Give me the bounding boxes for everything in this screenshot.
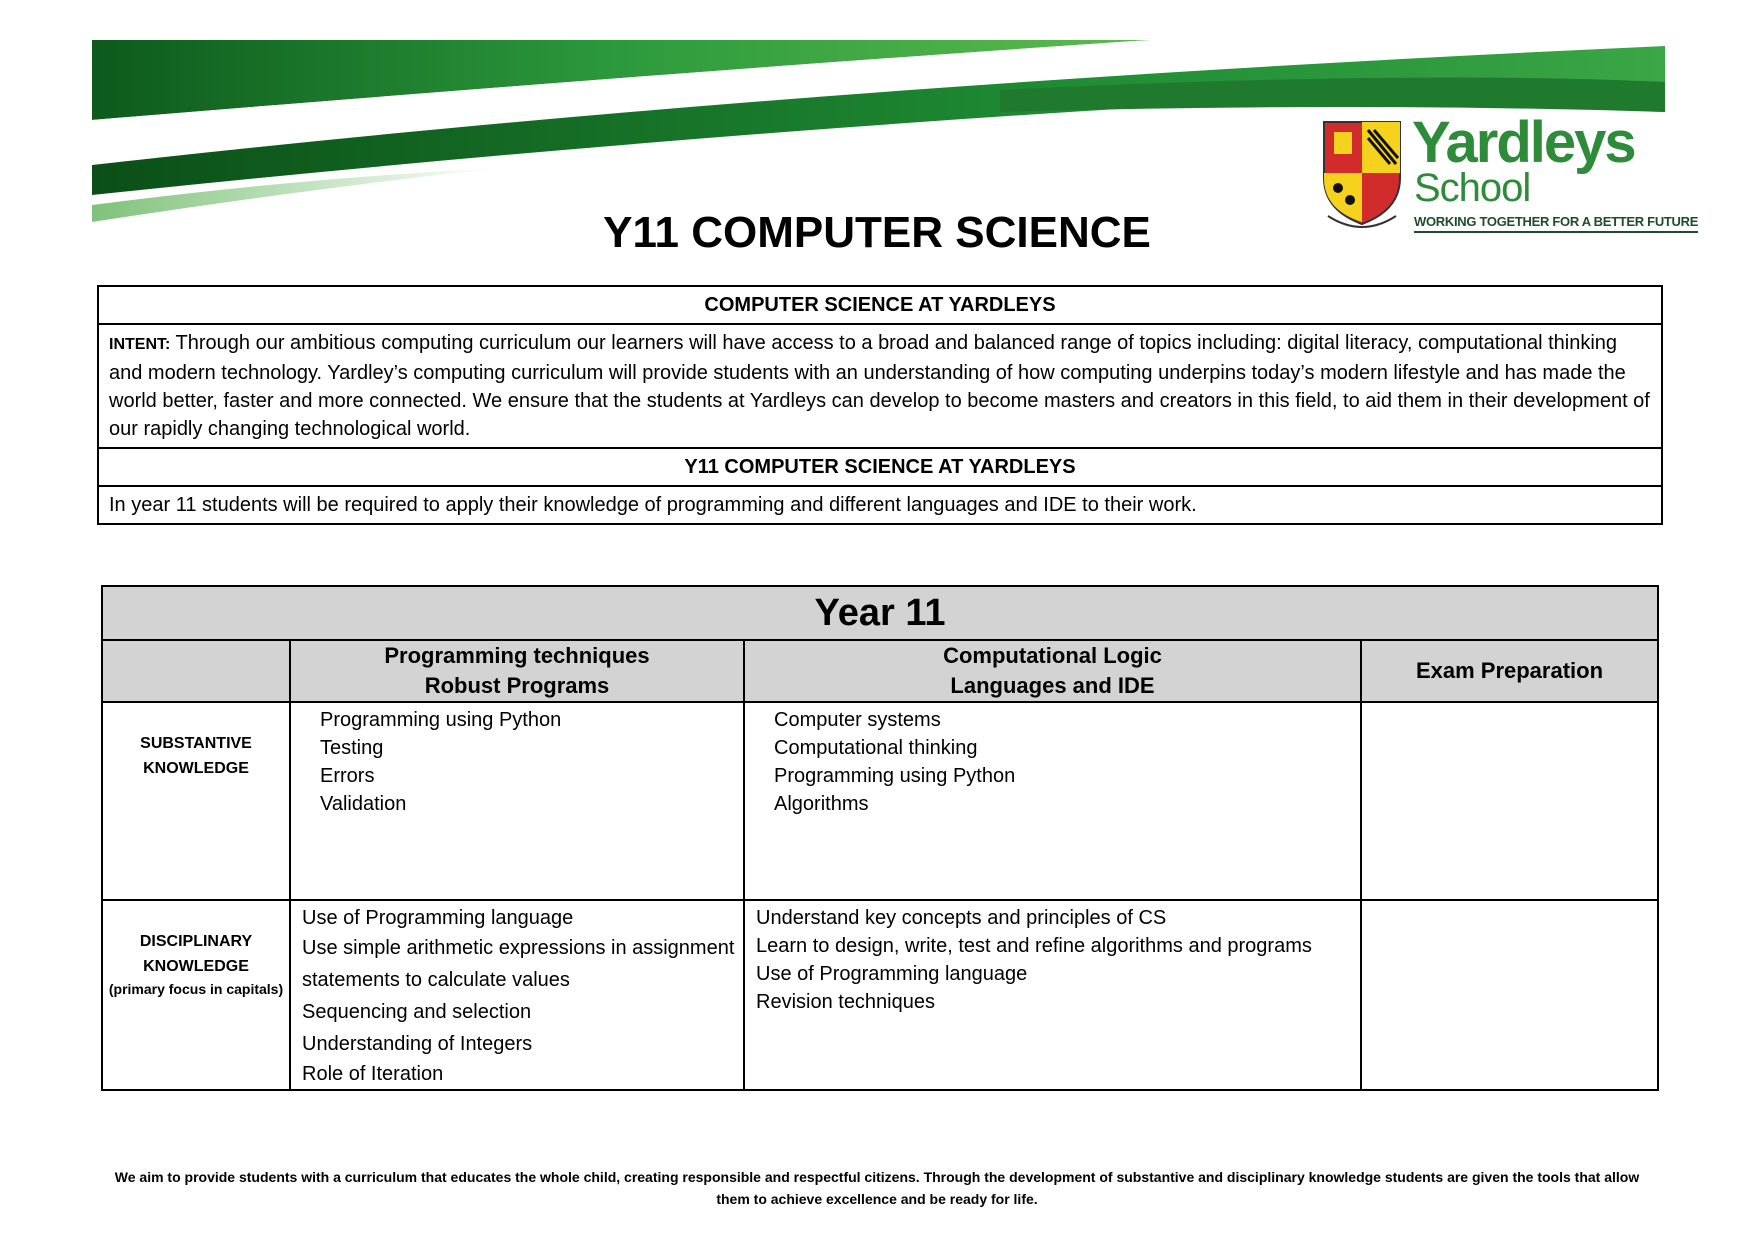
- list-item: Programming using Python: [320, 709, 562, 731]
- intent-cell: [98, 324, 1662, 448]
- column-header-programming: [290, 640, 744, 702]
- list-item: Validation: [320, 793, 407, 815]
- logo-name-line2: School: [1414, 166, 1531, 210]
- section-header-cs: COMPUTER SCIENCE AT YARDLEYS: [98, 286, 1662, 324]
- row-label-line: KNOWLEDGE: [143, 760, 249, 777]
- curriculum-info-table: [97, 285, 1663, 525]
- year-11-table: [101, 585, 1659, 1091]
- list-item: Errors: [320, 765, 375, 787]
- footer-statement: We aim to provide students with a curriculum that educates the whole child, creating responsible and respectful citizens. Through the development of substantive and disciplinary knowledge students are given the tools that allow them to achieve excellence and be ready for life.: [114, 1169, 1640, 1207]
- logo-name-line1: Yardleys: [1412, 110, 1635, 175]
- list-item: Sequencing and selection: [302, 1001, 532, 1023]
- list-item: Programming using Python: [774, 765, 1016, 787]
- list-item: Role of Iteration: [302, 1063, 444, 1085]
- row-label-note: (primary focus in capitals): [108, 981, 284, 997]
- list-item: Use simple arithmetic expressions in assignment statements to calculate values: [302, 937, 735, 991]
- intent-text: Through our ambitious computing curriculum our learners will have access to a broad and balanced range of topics including: digital literacy, computational thinking and modern technology. Yardley’s computing curriculum will provide students with an understanding of how computing underpins today’s modern lifestyle and has made the world better, faster and more connected. We ensure that the students at Yardleys can develop to become masters and creators in this field, to aid them in their development of our rapidly changing technological world.: [109, 332, 1650, 440]
- column-header-computational: [744, 640, 1361, 702]
- column-header-line: Exam Preparation: [1415, 658, 1604, 683]
- column-header-line: Computational Logic: [943, 643, 1162, 668]
- logo-tagline: WORKING TOGETHER FOR A BETTER FUTURE: [1414, 214, 1698, 233]
- row-label-disciplinary: [102, 900, 290, 1090]
- list-item: Understand key concepts and principles of CS: [756, 907, 1167, 929]
- list-item: Revision techniques: [756, 991, 935, 1013]
- section-header-y11: Y11 COMPUTER SCIENCE AT YARDLEYS: [98, 448, 1662, 486]
- list-item: Testing: [320, 737, 384, 759]
- disciplinary-computational-cell: [744, 900, 1361, 1090]
- column-header-line: Languages and IDE: [950, 673, 1155, 698]
- row-label-line: KNOWLEDGE: [143, 958, 249, 975]
- row-label-line: DISCIPLINARY: [139, 933, 253, 950]
- column-header-line: Robust Programs: [424, 673, 610, 698]
- disciplinary-exam-cell: [1361, 900, 1658, 1090]
- list-item: Algorithms: [774, 793, 869, 815]
- list-item: Use of Programming language: [756, 963, 1028, 985]
- y11-text: In year 11 students will be required to apply their knowledge of programming and different languages and IDE to their work.: [98, 486, 1662, 524]
- substantive-programming-cell: [290, 702, 744, 900]
- list-item: Learn to design, write, test and refine algorithms and programs: [756, 935, 1312, 957]
- page-title: Y11 COMPUTER SCIENCE: [603, 208, 1151, 257]
- list-item: Computer systems: [774, 709, 941, 731]
- substantive-exam-cell: [1361, 702, 1658, 900]
- column-header-exam: [1361, 640, 1658, 702]
- disciplinary-programming-cell: [290, 900, 744, 1090]
- table-row: [102, 702, 1658, 900]
- intent-label: INTENT:: [109, 336, 171, 353]
- list-item: Use of Programming language: [302, 907, 574, 929]
- list-item: Understanding of Integers: [302, 1033, 533, 1055]
- column-header-line: Programming techniques: [384, 643, 650, 668]
- row-label-substantive: [102, 702, 290, 900]
- table-row: [102, 900, 1658, 1090]
- substantive-computational-cell: [744, 702, 1361, 900]
- header-blank: [102, 640, 290, 702]
- list-item: Computational thinking: [774, 737, 978, 759]
- year-title: Year 11: [102, 586, 1658, 640]
- row-label-line: SUBSTANTIVE: [140, 735, 252, 752]
